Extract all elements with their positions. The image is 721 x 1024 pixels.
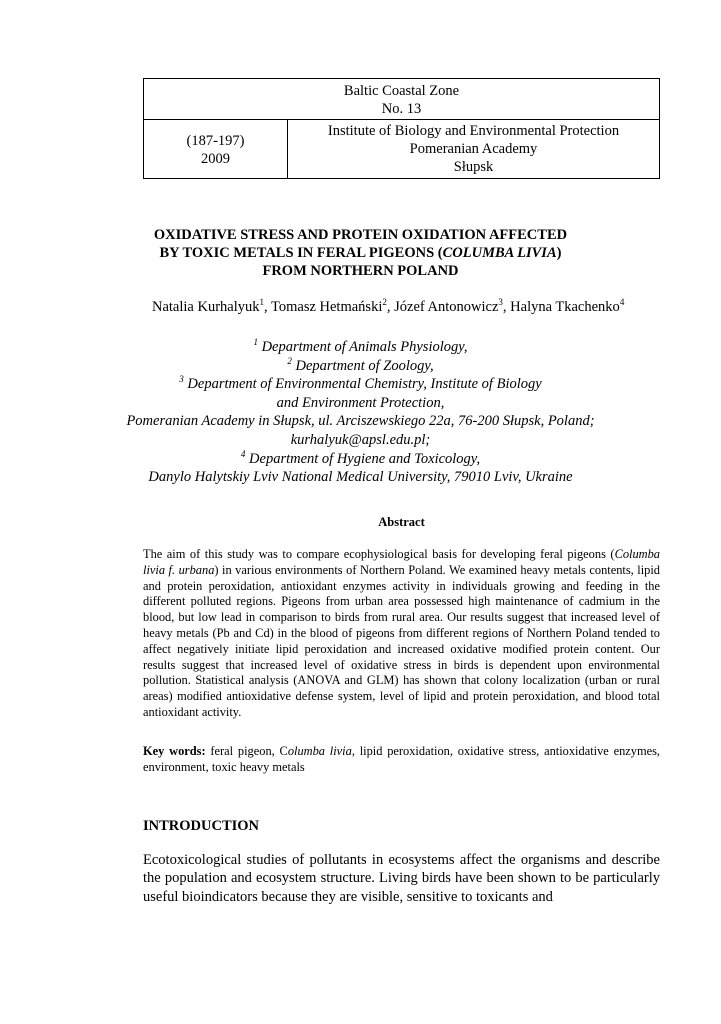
title-species: COLUMBA LIVIA <box>442 245 557 261</box>
abstract-text-2: ) in various environments of Northern Poland. We examined heavy metals contents, lipid and protein peroxidation, antioxidant enzymes activity in individuals growing and feeding in the different polluted regions. Pigeons from urban area possessed high maintenance of cadmium in the blood, but low lead in comparison to birds from rural area. Our results suggest that increased level of heavy metals (Pb and Cd) in the blood of pigeons from different regions of Northern Poland tended to affect negatively initiate lipid peroxidation and increased oxidative modified protein content. Our results suggest that increased level of oxidative stress in birds is dependent upon environmental pollution. Statistical analysis (ANOVA and GLM) has shown that colony localization (urban or rural areas) modified antioxidative defense system, level of lipid and protein peroxidation, and blood total antioxidant activity. <box>143 562 660 719</box>
title-line-1: OXIDATIVE STRESS AND PROTEIN OXIDATION AFFECTED <box>153 227 568 243</box>
publication-year: 2009 <box>201 151 230 167</box>
author-name: Natalia Kurhalyuk <box>152 299 260 315</box>
institute-name: Institute of Biology and Environmental Protection <box>327 123 620 139</box>
affiliation-2 <box>80 357 641 376</box>
publisher-cell <box>288 120 659 178</box>
contact-email: kurhalyuk@apsl.edu.pl; <box>290 431 431 448</box>
author-affil-sup: 3 <box>498 297 503 308</box>
abstract-heading: Abstract <box>378 515 425 529</box>
affiliation-4b: Danylo Halytskiy Lviv National Medical University, 79010 Lviv, Ukraine <box>148 469 573 486</box>
author-name: Józef Antonowicz <box>394 299 499 315</box>
title-line-2-text: BY TOXIC METALS IN FERAL PIGEONS ( <box>159 245 443 261</box>
author-affil-sup: 2 <box>382 297 387 308</box>
affil-sup: 2 <box>287 355 292 366</box>
introduction-heading: INTRODUCTION <box>143 818 260 834</box>
city-name: Słupsk <box>453 159 494 175</box>
introduction-body: Ecotoxicological studies of pollutants in ecosystems affect the organisms and describe the population and ecosystem structure. Living birds have been shown to be particularly useful bioindicators because they are visible, sensitive to toxicants and <box>143 852 660 905</box>
title-line-2 <box>100 244 621 262</box>
journal-issue: No. 13 <box>381 101 422 117</box>
affiliation-1 <box>80 338 641 357</box>
author-list <box>100 298 721 316</box>
author-sep: , <box>264 299 272 315</box>
page-range: (187-197) <box>186 133 245 149</box>
pages-year-cell <box>144 120 288 178</box>
author-name: Tomasz Hetmański <box>271 299 383 315</box>
author-name: Halyna Tkachenko <box>510 299 620 315</box>
abstract-species: Columba livia f. urbana <box>143 547 660 577</box>
paper-title <box>100 226 621 280</box>
journal-info-cell <box>144 79 659 120</box>
abstract-text-1: The aim of this study was to compare ecophysiological basis for developing feral pigeons ( <box>143 547 615 561</box>
journal-name: Baltic Coastal Zone <box>343 83 460 99</box>
title-line-2-close: ) <box>556 245 562 261</box>
affil-text: Department of Animals Physiology, <box>257 339 468 355</box>
affiliation-3c: Pomeranian Academy in Słupsk, ul. Arciszewskiego 22a, 76-200 Słupsk, Poland; <box>126 413 595 430</box>
affil-text: Department of Environmental Chemistry, Institute of Biology <box>183 376 542 393</box>
keywords-text-2: , lipid peroxidation, oxidative stress, antioxidative enzymes, environment, toxic heavy metals <box>143 744 661 774</box>
keywords-text-1: feral pigeon, C <box>205 744 288 758</box>
keywords-species: olumba livia <box>287 744 352 758</box>
author-affil-sup: 1 <box>259 297 265 308</box>
author-sep: , <box>386 299 395 315</box>
keywords-label: Key words: <box>143 744 206 758</box>
affiliation-3b: and Environment Protection, <box>276 394 445 411</box>
affil-text: Department of Hygiene and Toxicology, <box>245 450 481 467</box>
affil-sup: 4 <box>240 448 246 459</box>
affiliations <box>80 338 641 487</box>
affiliation-4 <box>80 450 641 469</box>
title-line-3: FROM NORTHERN POLAND <box>262 263 459 279</box>
keywords <box>143 744 660 776</box>
abstract-body <box>143 547 660 721</box>
academy-name: Pomeranian Academy <box>409 141 538 157</box>
affil-sup: 1 <box>253 337 258 348</box>
journal-header-table <box>143 78 660 179</box>
affil-text: Department of Zoology, <box>291 357 434 374</box>
affiliation-3 <box>80 375 641 394</box>
author-affil-sup: 4 <box>619 297 625 308</box>
author-sep: , <box>502 299 511 315</box>
affil-sup: 3 <box>179 374 184 385</box>
